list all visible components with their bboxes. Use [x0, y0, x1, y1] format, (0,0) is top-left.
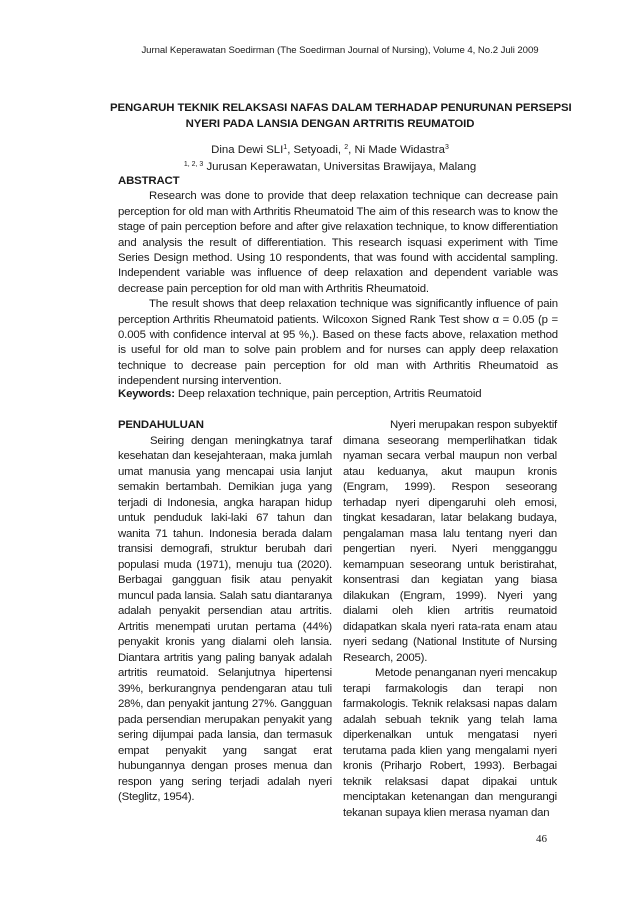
author-names: Dina Dewi SLI$^1$, Setyoadi, $^2$, Ni Made Widastra$^3$	[211, 144, 449, 156]
right-paragraph-2: Metode penanganan nyeri mencakup terapi farmakologis dan terapi non farmakologis. Teknik relaksasi napas dalam adalah sebuah teknik yang telah lama diperkenalkan untuk mengatasi nyeri terutama pada klien yang mengalami nyeri kronis (Priharjo Robert, 1993). Berbagai teknik relaksasi dapat dipakai untuk menciptakan ketenangan dan mengurangi tekanan supaya klien merasa nyaman dan	[343, 667, 557, 819]
right-column	[343, 418, 557, 821]
running-head: Jurnal Keperawatan Soedirman (The Soedirman Journal of Nursing), Volume 4, No.2 Juli 2009	[141, 45, 539, 56]
keywords-text: Deep relaxation technique, pain perception, Artritis Reumatoid	[174, 388, 482, 400]
right-paragraph-1: Nyeri merupakan respon subyektif dimana seseorang memperlihatkan tidak nyaman secara verbal maupun non verbal atau keduanya, akut maupun kronis (Engram, 1999). Respon seseorang terhadap nyeri dipengaruhi oleh emosi, tingkat kesadaran, latar belakang budaya, pengalaman masa lalu tentang nyeri dan pengertian nyeri. Nyeri mengganggu kemampuan seseorang untuk beristirahat, konsentrasi dan kegiatan yang biasa dilakukan (Engram, 1999). Nyeri yang dialami oleh klien artritis reumatoid didapatkan skala nyeri rata-rata enam atau nyeri sedang (National Institute of Nursing Research, 2005).	[343, 419, 557, 664]
abstract-paragraph-2: The result shows that deep relaxation technique was significantly influence of pain perception Arthritis Rheumatoid patients. Wilcoxon Signed Rank Test show α = 0.05 (p = 0.005 with confidence interval at 95 %,). Based on these facts above, relaxation method is useful for old man to solve pain problem and for nurses can apply deep relaxation technique to decrease pain perception for old man with Arthritis Rheumatoid as independent nursing intervention.	[118, 298, 558, 388]
page-number: 46	[536, 833, 547, 845]
abstract-section	[118, 174, 558, 390]
author-block	[120, 142, 540, 176]
abstract-paragraph-1: Research was done to provide that deep relaxation technique can decrease pain perception for old man with Arthritis Rheumatoid The aim of this research was to know the stage of pain perception before and after give relaxation technique, to know differentiation and analysis the result of differentiation. This research isquasi experiment with Time Series Design method. Using 10 respondents, that was found with accidental sampling. Independent variable was influence of deep relaxation and dependent variable was decrease pain perception for old man with Arthritis Rheumatoid.	[118, 190, 558, 295]
article-title	[110, 100, 572, 132]
left-paragraph-1: Seiring dengan meningkatnya taraf kesehatan dan kesejahteraan, maka jumlah umat manusia yang mencapai usia lanjut semakin bertambah. Demikian juga yang terjadi di Indonesia, angka harapan hidup untuk penduduk laki-laki 67 tahun dan wanita 71 tahun. Indonesia berada dalam transisi demografi, struktur berubah dari populasi muda (1971), menuju tua (2020). Berbagai gangguan fisik atau penyakit muncul pada lansia. Salah satu diantaranya adalah penyakit persendian atau artritis. Artritis menempati urutan pertama (44%) penyakit kronis yang dialami oleh lansia. Diantara artritis yang paling banyak adalah artritis reumatoid. Selanjutnya hipertensi 39%, berkurangnya pendengaran atau tuli 28%, dan penyakit jantung 27%. Gangguan pada persendian merupakan penyakit yang sering dijumpai pada lansia, dan termasuk empat penyakit yang sangat erat hubungannya dengan proses menua dan respon yang sering terjadi adalah nyeri (Steglitz, 1954).	[118, 434, 332, 803]
section-heading-pendahuluan: PENDAHULUAN	[118, 419, 204, 431]
abstract-heading: ABSTRACT	[118, 175, 180, 187]
title-line-2: NYERI PADA LANSIA DENGAN ARTRITIS REUMATOID	[185, 118, 475, 130]
keywords-label: Keywords:	[118, 388, 175, 400]
author-affiliation: $^{1, 2, 3}$ Jurusan Keperawatan, Universitas Brawijaya, Malang	[183, 161, 477, 173]
keywords-line	[118, 387, 558, 402]
left-column	[118, 418, 332, 806]
title-line-1: PENGARUH TEKNIK RELAKSASI NAFAS DALAM TERHADAP PENURUNAN PERSEPSI	[110, 102, 572, 114]
